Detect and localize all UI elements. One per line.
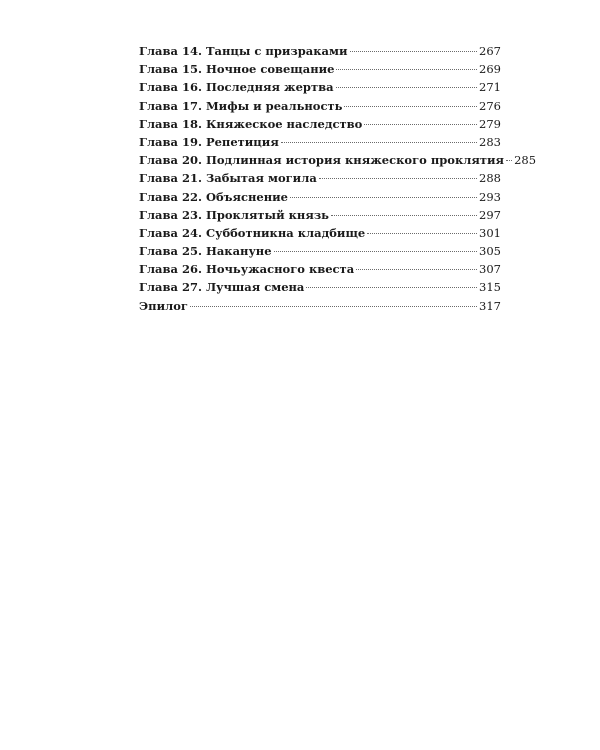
toc-entry-title <box>139 280 304 294</box>
table-of-contents <box>139 44 537 317</box>
page-number: 307 <box>479 262 501 277</box>
page-number: 285 <box>514 153 537 168</box>
toc-entry-title <box>139 44 348 58</box>
dot-leader <box>336 69 477 70</box>
page-number: 271 <box>479 80 501 95</box>
toc-entry-chapter-20[interactable] <box>139 153 537 171</box>
chapter-title: Ночное совещание <box>205 62 335 77</box>
page-number: 305 <box>479 244 501 259</box>
chapter-title: Проклятый князь <box>205 207 329 222</box>
toc-entry-title <box>139 244 272 258</box>
chapter-label: Глава 25. <box>139 244 202 259</box>
page-number: 276 <box>479 98 501 113</box>
chapter-label: Глава 26. <box>139 262 202 277</box>
chapter-title: Накануне <box>205 244 272 259</box>
toc-entry-chapter-23[interactable] <box>139 208 501 226</box>
chapter-label: Глава 23. <box>139 207 202 222</box>
chapter-title: Последняя жертва <box>205 80 334 95</box>
chapter-title: Подлинная история княжеского проклятия <box>205 153 505 168</box>
toc-entry-title <box>139 208 329 222</box>
chapter-label: Глава 18. <box>139 116 202 131</box>
toc-entry-title <box>139 299 188 313</box>
toc-entry-chapter-17[interactable] <box>139 99 501 117</box>
page-number: 315 <box>479 280 501 295</box>
dot-leader <box>190 306 477 307</box>
chapter-label: Глава 22. <box>139 189 202 204</box>
toc-entry-chapter-16[interactable] <box>139 80 501 98</box>
toc-entry-title <box>139 171 317 185</box>
toc-entry-title <box>139 153 504 167</box>
chapter-title: Репетиция <box>205 134 279 149</box>
dot-leader <box>319 178 477 179</box>
page-number: 293 <box>479 189 501 204</box>
dot-leader <box>290 197 477 198</box>
chapter-title: Ночьужасного квеста <box>205 262 355 277</box>
page-number: 269 <box>479 62 501 77</box>
chapter-label: Глава 14. <box>139 44 202 58</box>
chapter-title: Лучшая смена <box>205 280 305 295</box>
dot-leader <box>506 160 512 161</box>
toc-entry-title <box>139 99 342 113</box>
toc-entry-title <box>139 62 334 76</box>
toc-entry-epilogue[interactable] <box>139 299 501 317</box>
chapter-label: Глава 19. <box>139 134 202 149</box>
toc-entry-chapter-18[interactable] <box>139 117 501 135</box>
chapter-title: Княжеское наследство <box>205 116 363 131</box>
chapter-title: Эпилог <box>139 298 188 313</box>
dot-leader <box>281 142 477 143</box>
toc-entry-title <box>139 135 279 149</box>
page-number: 297 <box>479 207 501 222</box>
chapter-label: Глава 21. <box>139 171 202 186</box>
chapter-label: Глава 27. <box>139 280 202 295</box>
page-number: 279 <box>479 116 501 131</box>
toc-entry-chapter-24[interactable] <box>139 226 501 244</box>
toc-entry-title <box>139 117 362 131</box>
toc-entry-title <box>139 80 334 94</box>
dot-leader <box>344 106 477 107</box>
page-number: 288 <box>479 171 501 186</box>
chapter-title: Мифы и реальность <box>205 98 343 113</box>
dot-leader <box>364 124 477 125</box>
dot-leader <box>306 287 477 288</box>
toc-entry-chapter-15[interactable] <box>139 62 501 80</box>
toc-entry-title <box>139 262 354 276</box>
dot-leader <box>274 251 477 252</box>
page-number: 267 <box>479 44 501 58</box>
page-number: 301 <box>479 225 501 240</box>
dot-leader <box>367 233 477 234</box>
dot-leader <box>356 269 477 270</box>
dot-leader <box>350 51 477 52</box>
toc-entry-chapter-21[interactable] <box>139 171 501 189</box>
dot-leader <box>336 87 477 88</box>
toc-entry-chapter-27[interactable] <box>139 280 501 298</box>
page-number: 283 <box>479 134 501 149</box>
toc-entry-chapter-25[interactable] <box>139 244 501 262</box>
chapter-title: Объяснение <box>205 189 288 204</box>
toc-entry-chapter-19[interactable] <box>139 135 501 153</box>
chapter-title: Танцы с призраками <box>205 44 348 58</box>
toc-entry-chapter-26[interactable] <box>139 262 501 280</box>
chapter-label: Глава 17. <box>139 98 202 113</box>
toc-entry-title <box>139 226 365 240</box>
toc-entry-title <box>139 190 288 204</box>
chapter-title: Субботникна кладбище <box>205 225 366 240</box>
chapter-label: Глава 20. <box>139 153 202 168</box>
chapter-label: Глава 16. <box>139 80 202 95</box>
toc-entry-chapter-22[interactable] <box>139 190 501 208</box>
page-number: 317 <box>479 298 501 313</box>
chapter-label: Глава 24. <box>139 225 202 240</box>
toc-entry-chapter-14[interactable] <box>139 44 501 62</box>
chapter-title: Забытая могила <box>205 171 317 186</box>
dot-leader <box>331 215 477 216</box>
chapter-label: Глава 15. <box>139 62 202 77</box>
